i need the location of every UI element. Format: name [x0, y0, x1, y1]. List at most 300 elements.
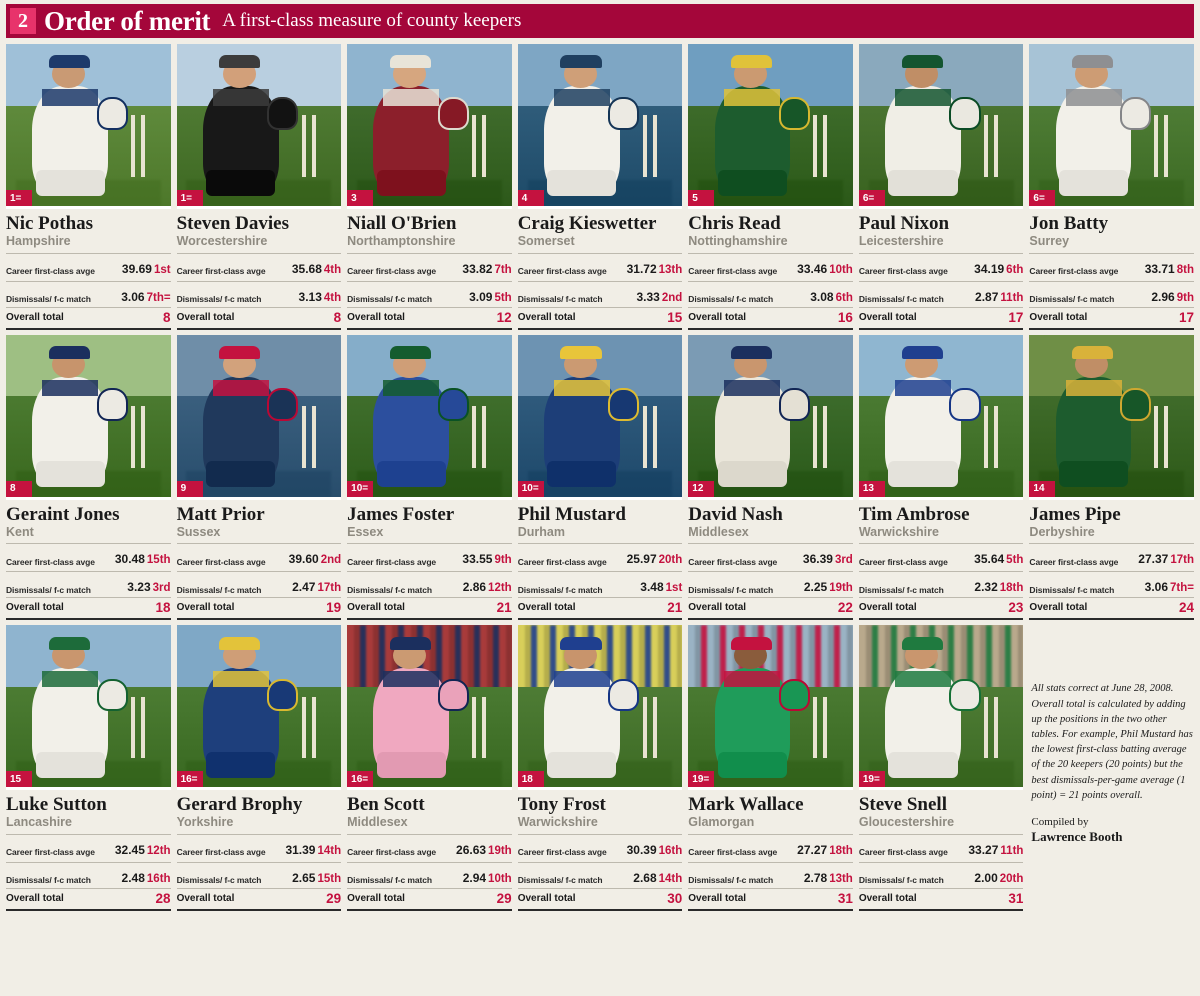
- rank-badge: 18: [518, 771, 544, 787]
- dismissals-label: Dismissals/ f-c match: [176, 584, 262, 595]
- player-name: Luke Sutton: [6, 794, 107, 816]
- dismissals-row: [688, 571, 853, 595]
- dismissals-label: Dismissals/ f-c match: [347, 584, 432, 595]
- career-average-value: [115, 552, 171, 567]
- overall-total-value: 19: [326, 600, 342, 616]
- page-header: [6, 4, 1194, 38]
- dismissals-number: 3.23: [127, 580, 151, 595]
- dismissals-row: [1029, 281, 1194, 305]
- photo-player-pads: [36, 752, 105, 778]
- player-card: [688, 44, 853, 330]
- overall-total-row: [347, 888, 512, 911]
- dismissals-row: [347, 281, 512, 305]
- dismissals-value: [292, 580, 341, 595]
- dismissals-value: [1145, 580, 1194, 595]
- photo-player-trim: [1066, 380, 1122, 396]
- dismissals-number: 2.94: [462, 871, 487, 886]
- career-average-rank: 14th: [317, 845, 342, 858]
- dismissals-label: Dismissals/ f-c match: [858, 584, 944, 595]
- rank-badge: 5: [688, 190, 714, 206]
- photo-stump: [302, 115, 306, 177]
- overall-total-label: Overall total: [176, 602, 235, 614]
- overall-total-label: Overall total: [517, 602, 576, 614]
- photo-player-trim: [213, 671, 269, 687]
- rank-badge: 19=: [688, 771, 714, 787]
- photo-stump: [141, 406, 145, 468]
- player-name: Paul Nixon: [858, 213, 950, 234]
- career-average-label: Career first-class avge: [517, 556, 607, 567]
- photo-stump: [312, 115, 316, 177]
- overall-total-row: [518, 597, 683, 620]
- overall-total-row: [177, 888, 342, 911]
- photo-wicketkeeper-glove: [779, 679, 810, 711]
- dismissals-rank: 7th=: [1170, 582, 1194, 595]
- overall-total-label: Overall total: [6, 602, 64, 614]
- career-average-label: Career first-class avge: [6, 265, 95, 276]
- photo-player-trim: [42, 671, 98, 687]
- career-average-label: Career first-class avge: [347, 556, 437, 567]
- career-average-rank: 8th: [1176, 263, 1194, 276]
- player-name: Tony Frost: [517, 794, 606, 816]
- dismissals-row: [347, 571, 512, 595]
- dismissals-rank: 10th: [488, 873, 512, 886]
- dismissals-number: 3.13: [298, 289, 322, 304]
- photo-player-helmet: [49, 55, 90, 68]
- career-average-number: 35.68: [291, 261, 322, 276]
- photo-player-helmet: [390, 637, 431, 650]
- photo-stump: [823, 406, 827, 468]
- overall-total-value: 18: [155, 600, 171, 616]
- photo-player-helmet: [731, 346, 772, 359]
- career-average-rank: 7th: [494, 263, 512, 276]
- dismissals-value: [463, 871, 512, 886]
- photo-player-pads: [718, 170, 787, 196]
- player-photo: [1029, 44, 1194, 209]
- photo-wicketkeeper-glove: [438, 679, 469, 711]
- player-photo: [518, 335, 683, 500]
- player-photo: [518, 625, 683, 790]
- career-average-label: Career first-class avge: [688, 556, 778, 567]
- photo-player-trim: [895, 380, 951, 396]
- player-photo: [518, 44, 683, 209]
- photo-player-helmet: [1072, 55, 1113, 68]
- overall-total-label: Overall total: [688, 893, 747, 905]
- rank-badge: 3: [347, 190, 373, 206]
- player-county: Kent: [6, 524, 34, 539]
- photo-player-trim: [895, 671, 951, 687]
- dismissals-number: 3.33: [636, 289, 660, 304]
- dismissals-rank: 18th: [999, 582, 1024, 595]
- dismissals-rank: 20th: [999, 873, 1024, 886]
- player-photo: [688, 44, 853, 209]
- photo-stump: [472, 697, 476, 759]
- dismissals-label: Dismissals/ f-c match: [347, 293, 432, 304]
- photo-stump: [813, 697, 817, 759]
- player-photo: [688, 625, 853, 790]
- career-average-rank: 15th: [146, 554, 171, 567]
- rank-badge: 15: [6, 771, 32, 787]
- photo-wicketkeeper-glove: [949, 679, 980, 711]
- player-name: Gerard Brophy: [176, 794, 303, 816]
- overall-total-label: Overall total: [688, 311, 747, 323]
- dismissals-rank: 4th: [323, 291, 342, 304]
- player-name: Niall O'Brien: [347, 213, 457, 234]
- player-card: [859, 44, 1024, 330]
- career-average-rank: 6th: [1006, 263, 1024, 276]
- dismissals-value: [1151, 290, 1194, 305]
- career-average-number: 30.39: [626, 843, 657, 858]
- overall-total-label: Overall total: [347, 602, 405, 614]
- overall-total-row: [859, 307, 1024, 330]
- rank-badge: 14: [1029, 481, 1055, 497]
- rank-badge: 13: [859, 481, 885, 497]
- overall-total-row: [1029, 597, 1194, 620]
- career-average-label: Career first-class avge: [688, 265, 778, 276]
- player-photo: [859, 335, 1024, 500]
- overall-total-value: 17: [1008, 309, 1024, 325]
- player-name: Phil Mustard: [517, 503, 626, 525]
- career-average-label: Career first-class avge: [6, 556, 95, 567]
- career-average-row: [177, 543, 342, 567]
- dismissals-value: [975, 290, 1023, 305]
- player-county: Somerset: [517, 233, 575, 248]
- overall-total-row: [347, 597, 512, 620]
- photo-stump: [131, 406, 135, 468]
- dismissals-row: [6, 571, 171, 595]
- photo-player-trim: [213, 89, 269, 105]
- career-average-row: [6, 253, 171, 277]
- photo-player-pads: [377, 752, 446, 778]
- career-average-rank: 4th: [323, 263, 342, 276]
- dismissals-number: 2.87: [975, 289, 999, 304]
- player-card: [177, 335, 342, 621]
- rank-badge: 8: [6, 481, 32, 497]
- overall-total-label: Overall total: [858, 893, 917, 905]
- player-county: Warwickshire: [517, 815, 598, 830]
- dismissals-value: [121, 290, 170, 305]
- overall-total-value: 28: [155, 891, 171, 907]
- player-name: James Pipe: [1029, 503, 1121, 525]
- rank-badge: 10=: [518, 481, 544, 497]
- rank-badge: 12: [688, 481, 714, 497]
- career-average-row: [859, 543, 1024, 567]
- photo-wicketkeeper-glove: [438, 97, 469, 129]
- overall-total-value: 8: [163, 309, 171, 325]
- dismissals-number: 2.65: [292, 871, 316, 886]
- dismissals-label: Dismissals/ f-c match: [858, 293, 944, 304]
- career-average-label: Career first-class avge: [517, 265, 607, 276]
- career-average-number: 25.97: [626, 552, 657, 567]
- player-card: [6, 625, 171, 911]
- career-average-number: 33.55: [462, 552, 493, 567]
- dismissals-label: Dismissals/ f-c match: [688, 293, 774, 304]
- career-average-row: [688, 834, 853, 858]
- dismissals-number: 2.48: [121, 871, 145, 886]
- photo-player-helmet: [560, 346, 601, 359]
- photo-stump: [643, 406, 647, 468]
- overall-total-label: Overall total: [517, 893, 576, 905]
- photo-player-trim: [895, 89, 951, 105]
- overall-total-label: Overall total: [176, 311, 235, 323]
- dismissals-number: 2.86: [462, 580, 487, 595]
- overall-total-value: 17: [1178, 309, 1194, 325]
- page-subtitle: A first-class measure of county keepers: [222, 10, 522, 31]
- overall-total-label: Overall total: [517, 311, 576, 323]
- career-average-value: [974, 552, 1023, 567]
- career-average-row: [688, 253, 853, 277]
- dismissals-label: Dismissals/ f-c match: [6, 293, 91, 304]
- dismissals-number: 3.09: [469, 289, 493, 304]
- dismissals-row: [859, 281, 1024, 305]
- career-average-rank: 10th: [829, 263, 853, 276]
- player-photo: [347, 625, 512, 790]
- dismissals-rank: 1st: [665, 582, 683, 595]
- photo-stump: [984, 697, 988, 759]
- overall-total-row: [6, 888, 171, 911]
- career-average-number: 33.27: [968, 843, 999, 858]
- player-card: [859, 625, 1024, 911]
- photo-player-helmet: [390, 346, 431, 359]
- photo-stump: [1164, 406, 1168, 468]
- player-county: Surrey: [1029, 233, 1070, 248]
- player-photo: [6, 625, 171, 790]
- photo-wicketkeeper-glove: [267, 97, 298, 129]
- photo-player-trim: [42, 89, 98, 105]
- career-average-number: 32.45: [114, 843, 145, 858]
- career-average-value: [627, 262, 683, 277]
- photo-player-trim: [724, 380, 780, 396]
- overall-total-label: Overall total: [858, 602, 917, 614]
- photo-player-helmet: [390, 55, 431, 68]
- player-name: Nic Pothas: [6, 213, 94, 234]
- player-name: Tim Ambrose: [858, 503, 970, 525]
- player-county: Nottinghamshire: [688, 233, 788, 248]
- player-name: Chris Read: [688, 213, 781, 234]
- dismissals-rank: 14th: [658, 873, 683, 886]
- photo-stump: [813, 406, 817, 468]
- career-average-value: [803, 552, 853, 567]
- overall-total-row: [177, 597, 342, 620]
- photo-player-helmet: [731, 637, 772, 650]
- dismissals-row: [177, 862, 342, 886]
- photo-wicketkeeper-glove: [779, 97, 810, 129]
- photo-player-pads: [206, 461, 275, 487]
- overall-total-row: [1029, 307, 1194, 330]
- player-photo: [6, 44, 171, 209]
- photo-wicketkeeper-glove: [267, 388, 298, 420]
- player-photo: [1029, 335, 1194, 500]
- overall-total-value: 22: [837, 600, 853, 616]
- player-photo: [859, 44, 1024, 209]
- photo-stump: [823, 115, 827, 177]
- career-average-rank: 17th: [1170, 554, 1194, 567]
- dismissals-number: 3.06: [121, 289, 145, 304]
- career-average-value: [1138, 552, 1194, 567]
- player-card: [1029, 335, 1194, 621]
- career-average-number: 33.82: [462, 261, 493, 276]
- dismissals-row: [6, 281, 171, 305]
- dismissals-number: 2.25: [803, 580, 828, 595]
- overall-total-label: Overall total: [1029, 311, 1088, 323]
- photo-player-helmet: [49, 346, 90, 359]
- career-average-value: [285, 843, 341, 858]
- dismissals-number: 2.00: [974, 871, 998, 886]
- career-average-label: Career first-class avge: [6, 847, 95, 858]
- photo-player-pads: [888, 170, 957, 196]
- dismissals-label: Dismissals/ f-c match: [517, 293, 603, 304]
- dismissals-value: [127, 580, 170, 595]
- player-card: [1029, 44, 1194, 330]
- career-average-value: [462, 262, 511, 277]
- photo-wicketkeeper-glove: [949, 97, 980, 129]
- photo-wicketkeeper-glove: [267, 679, 298, 711]
- career-average-number: 33.46: [797, 261, 828, 276]
- player-county: Gloucestershire: [858, 815, 955, 830]
- photo-stump: [994, 115, 998, 177]
- overall-total-label: Overall total: [347, 311, 405, 323]
- player-photo: [177, 335, 342, 500]
- rank-badge: 1=: [177, 190, 203, 206]
- photo-player-pads: [206, 752, 275, 778]
- career-average-row: [518, 253, 683, 277]
- photo-player-pads: [888, 752, 957, 778]
- overall-total-row: [688, 888, 853, 911]
- photo-stump: [1154, 115, 1158, 177]
- player-name: Geraint Jones: [6, 503, 120, 525]
- photo-stump: [984, 406, 988, 468]
- rank-badge: 16=: [177, 771, 203, 787]
- dismissals-row: [347, 862, 512, 886]
- player-card: [177, 625, 342, 911]
- player-name: James Foster: [347, 503, 455, 525]
- overall-total-row: [688, 597, 853, 620]
- photo-stump: [653, 697, 657, 759]
- rank-badge: 16=: [347, 771, 373, 787]
- overall-total-label: Overall total: [858, 311, 917, 323]
- overall-total-value: 8: [333, 309, 342, 325]
- dismissals-row: [518, 281, 683, 305]
- overall-total-value: 29: [496, 891, 512, 907]
- photo-wicketkeeper-glove: [949, 388, 980, 420]
- career-average-value: [462, 552, 511, 567]
- dismissals-rank: 12th: [488, 582, 512, 595]
- photo-player-trim: [213, 380, 269, 396]
- rank-badge: 4: [518, 190, 544, 206]
- photo-stump: [653, 406, 657, 468]
- dismissals-value: [974, 580, 1023, 595]
- overall-total-value: 29: [326, 891, 342, 907]
- photo-stump: [302, 697, 306, 759]
- career-average-label: Career first-class avge: [176, 265, 266, 276]
- overall-total-value: 16: [837, 309, 853, 325]
- career-average-number: 39.69: [121, 261, 152, 276]
- player-card: [6, 335, 171, 621]
- dismissals-label: Dismissals/ f-c match: [6, 584, 91, 595]
- dismissals-number: 2.68: [633, 871, 657, 886]
- career-average-number: 27.27: [797, 843, 828, 858]
- photo-stump: [141, 697, 145, 759]
- photo-player-helmet: [219, 346, 260, 359]
- career-average-label: Career first-class avge: [858, 265, 948, 276]
- photo-player-pads: [547, 170, 616, 196]
- overall-total-value: 21: [667, 600, 683, 616]
- dismissals-row: [1029, 571, 1194, 595]
- player-photo: [6, 335, 171, 500]
- dismissals-label: Dismissals/ f-c match: [176, 875, 262, 886]
- photo-player-trim: [554, 380, 610, 396]
- dismissals-value: [463, 580, 512, 595]
- career-average-number: 35.64: [974, 552, 1005, 567]
- career-average-label: Career first-class avge: [1029, 556, 1119, 567]
- career-average-label: Career first-class avge: [688, 847, 778, 858]
- player-grid: [6, 44, 1194, 911]
- career-average-value: [627, 552, 683, 567]
- dismissals-label: Dismissals/ f-c match: [1029, 584, 1115, 595]
- photo-stump: [1164, 115, 1168, 177]
- overall-total-row: [518, 888, 683, 911]
- career-average-row: [518, 834, 683, 858]
- photo-stump: [823, 697, 827, 759]
- career-average-value: [122, 262, 171, 277]
- overall-total-label: Overall total: [6, 311, 64, 323]
- overall-total-row: [177, 307, 342, 330]
- photo-wicketkeeper-glove: [438, 388, 469, 420]
- player-county: Yorkshire: [176, 815, 234, 830]
- compiled-credit: [1031, 815, 1194, 846]
- overall-total-row: [518, 307, 683, 330]
- player-photo: [347, 335, 512, 500]
- dismissals-value: [804, 871, 853, 886]
- player-card: [177, 44, 342, 330]
- player-county: Worcestershire: [176, 233, 268, 248]
- overall-total-label: Overall total: [688, 602, 747, 614]
- overall-total-value: 23: [1008, 600, 1024, 616]
- player-photo: [177, 625, 342, 790]
- career-average-label: Career first-class avge: [347, 847, 437, 858]
- dismissals-value: [469, 290, 512, 305]
- dismissals-rank: 9th: [1176, 291, 1194, 304]
- photo-player-trim: [383, 89, 439, 105]
- overall-total-label: Overall total: [1029, 602, 1088, 614]
- career-average-value: [456, 843, 512, 858]
- photo-player-helmet: [731, 55, 772, 68]
- career-average-row: [6, 834, 171, 858]
- dismissals-rank: 17th: [317, 582, 342, 595]
- career-average-number: 31.39: [285, 843, 316, 858]
- career-average-label: Career first-class avge: [858, 556, 948, 567]
- overall-total-value: 12: [496, 309, 512, 325]
- overall-total-value: 15: [667, 309, 683, 325]
- photo-player-helmet: [1072, 346, 1113, 359]
- career-average-value: [797, 262, 853, 277]
- player-photo: [177, 44, 342, 209]
- photo-player-helmet: [49, 637, 90, 650]
- player-photo: [859, 625, 1024, 790]
- dismissals-value: [292, 871, 341, 886]
- player-name: Steven Davies: [176, 213, 289, 234]
- career-average-value: [289, 552, 341, 567]
- career-average-label: Career first-class avge: [858, 847, 948, 858]
- rank-badge: 1=: [6, 190, 32, 206]
- career-average-value: [292, 262, 341, 277]
- photo-player-pads: [547, 752, 616, 778]
- player-county: Derbyshire: [1029, 524, 1095, 539]
- dismissals-value: [299, 290, 342, 305]
- career-average-row: [177, 834, 342, 858]
- career-average-rank: 18th: [829, 845, 853, 858]
- career-average-rank: 5th: [1006, 554, 1024, 567]
- player-card: [6, 44, 171, 330]
